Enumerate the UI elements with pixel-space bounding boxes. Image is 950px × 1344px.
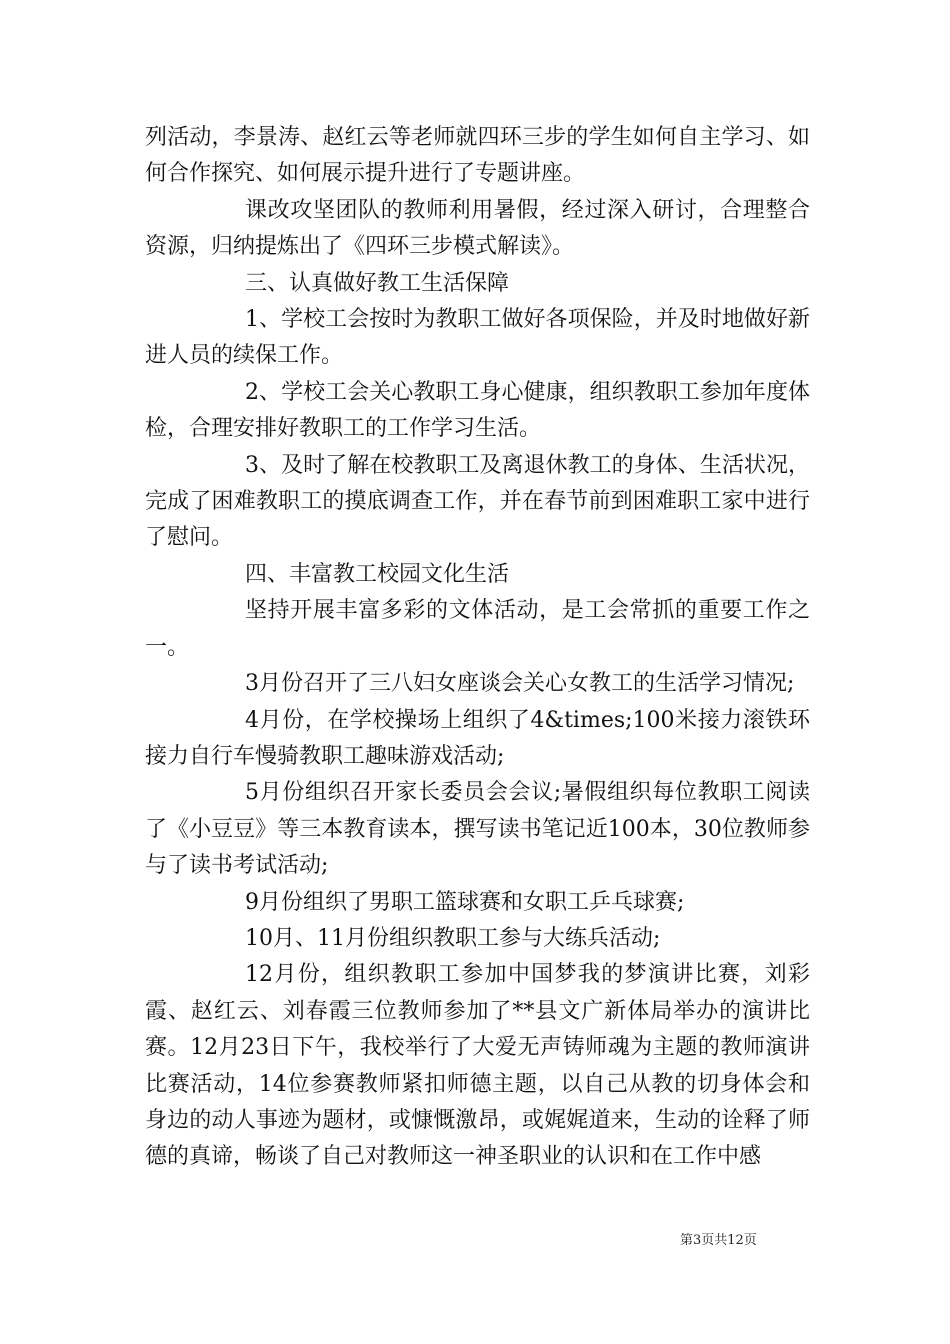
paragraph-5: 2、学校工会关心教职工身心健康，组织教职工参加年度体检，合理安排好教职工的工作学习生活。	[145, 379, 810, 442]
paragraph-2: 课改攻坚团队的教师利用暑假，经过深入研讨，合理整合资源，归纳提炼出了《四环三步模式解读》。	[145, 197, 810, 260]
paragraph-9: 3月份召开了三八妇女座谈会关心女教工的生活学习情况;	[245, 671, 795, 697]
section-heading-4: 四、丰富教工校园文化生活	[245, 561, 510, 587]
paragraph-4: 1、学校工会按时为教职工做好各项保险，并及时地做好新进人员的续保工作。	[145, 307, 810, 369]
paragraph-11: 5月份组织召开家长委员会会议;暑假组织每位教职工阅读了《小豆豆》等三本教育读本，撰写读书笔记近100本，30位教师参与了读书考试活动;	[145, 780, 810, 879]
paragraph-14: 12月份，组织教职工参加中国梦我的梦演讲比赛，刘彩霞、赵红云、刘春霞三位教师参加了**县文广新体局举办的演讲比赛。12月23日下午，我校举行了大爱无声铸师魂为主题的教师演讲比赛活动，14位参赛教师紧扣师德主题，以自己从教的切身体会和身边的动人事迹为题材，或慷慨激昂，或娓娓道来，生动的诠释了师德的真谛，畅谈了自己对教师这一神圣职业的认识和在工作中感	[145, 962, 810, 1170]
document-body	[145, 120, 810, 1176]
paragraph-8: 坚持开展丰富多彩的文体活动，是工会常抓的重要工作之一。	[145, 598, 810, 660]
paragraph-1: 列活动，李景涛、赵红云等老师就四环三步的学生如何自主学习、如何合作探究、如何展示提升进行了专题讲座。	[145, 125, 810, 187]
paragraph-10: 4月份，在学校操场上组织了4&times;100米接力滚铁环接力自行车慢骑教职工趣味游戏活动;	[145, 707, 810, 769]
page-number-footer: 第3页共12页	[680, 1233, 757, 1248]
paragraph-13: 10月、11月份组织教职工参与大练兵活动;	[245, 925, 661, 951]
section-heading-3: 三、认真做好教工生活保障	[245, 270, 510, 296]
paragraph-6: 3、及时了解在校教职工及离退休教工的身体、生活状况，完成了困难教职工的摸底调查工作，并在春节前到困难职工家中进行了慰问。	[145, 452, 810, 551]
paragraph-12: 9月份组织了男职工篮球赛和女职工乒乓球赛;	[245, 889, 685, 915]
